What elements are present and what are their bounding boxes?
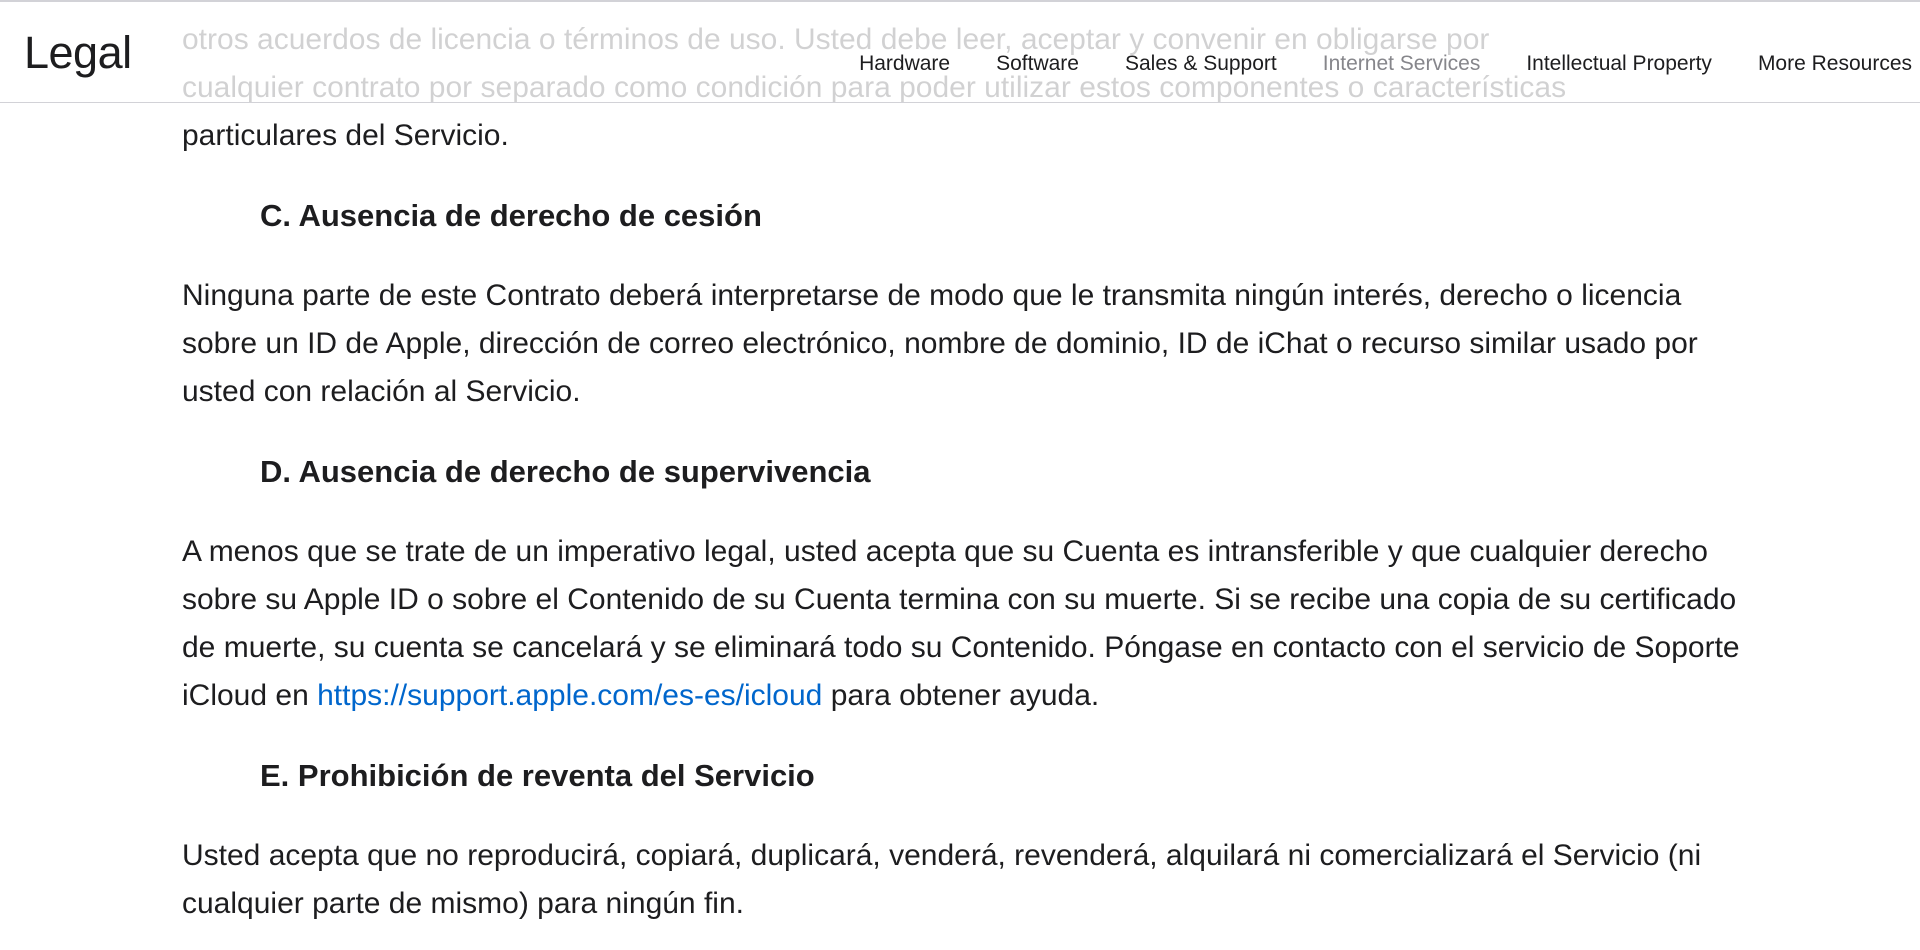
icloud-support-link[interactable]: https://support.apple.com/es-es/icloud (317, 679, 823, 712)
nav-item-sales-support[interactable]: Sales & Support (1124, 52, 1277, 75)
nav-item-intellectual-property[interactable]: Intellectual Property (1526, 52, 1712, 75)
section-heading-d: D. Ausencia de derecho de supervivencia (260, 454, 871, 489)
section-body-d-tail: para obtener ayuda. (822, 679, 1100, 712)
nav-item-hardware[interactable]: Hardware (859, 52, 951, 75)
section-body-d (182, 528, 1762, 720)
section-heading-e: E. Prohibición de reventa del Servicio (260, 758, 815, 793)
brand-title[interactable]: Legal (24, 27, 132, 78)
nav-item-software[interactable]: Software (996, 52, 1079, 75)
global-nav (0, 0, 1920, 103)
section-body-c: Ninguna parte de este Contrato deberá interpretarse de modo que le transmita ningún interés, derecho o licencia sobre un ID de Apple, dirección de correo electrónico, nombre de dominio, ID de iChat o recurso similar usado por usted con relación al Servicio. (182, 279, 1698, 408)
nav-links (859, 52, 1912, 76)
nav-item-internet-services[interactable]: Internet Services (1322, 52, 1481, 75)
nav-item-more-resources[interactable]: More Resources (1757, 52, 1912, 75)
section-body-e: Usted acepta que no reproducirá, copiará, duplicará, venderá, revenderá, alquilará ni comercializará el Servicio (ni cualquier parte de mismo) para ningún fin. (182, 839, 1702, 920)
section-heading-c: C. Ausencia de derecho de cesión (260, 198, 762, 233)
section-body-d-text: A menos que se trate de un imperativo legal, usted acepta que su Cuenta es intransferible y que cualquier derecho sobre su Apple ID o sobre el Contenido de su Cuenta termina con su muerte. Si se recibe una copia de su certificado de muerte, su cuenta se cancelará y se eliminará todo su Contenido. Póngase en contacto con el servicio de Soporte iCloud en (182, 535, 1740, 712)
partial-line-3: particulares del Servicio. (182, 119, 509, 152)
legal-document (182, 16, 1762, 928)
